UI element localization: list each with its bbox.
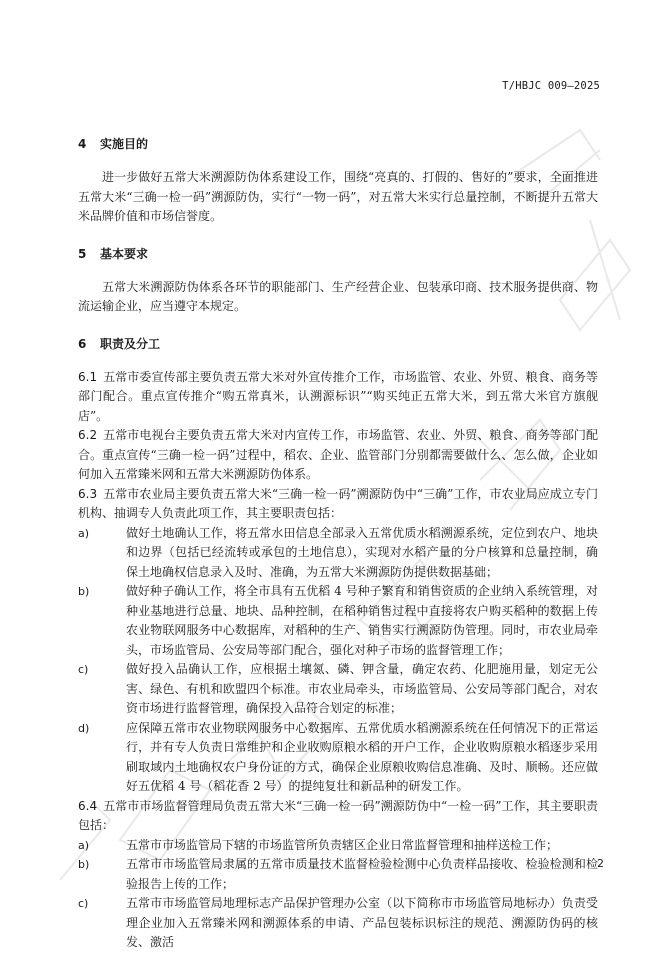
- clause-number: 6.2: [78, 428, 98, 442]
- list-item: [78, 836, 598, 856]
- list-item: [78, 582, 598, 660]
- list-item-text: 做好种子确认工作，将全市具有五优稻 4 号种子繁育和销售资质的企业纳入系统管理，对种业基地进行总量、地块、品种控制，在稻种销售过程中直接将农户购买稻种的数据上传农业物联网服务中心数据库，对稻种的生产、销售实行溯源防伪管理。同时，市农业局牵头，市场监管局、公安局等部门配合，强化对种子市场的监督管理工作；: [126, 584, 598, 657]
- clause-text: 五常市市场监督管理局负责五常大米“三确一检一码”溯源防伪中“一检一码”工作，其主要职责包括：: [78, 798, 598, 832]
- list-marker: a): [78, 526, 90, 540]
- section-6-heading: [78, 336, 598, 352]
- clause-6-3: [78, 485, 598, 524]
- list-marker: c): [78, 897, 89, 910]
- list-item: [78, 894, 598, 953]
- list-item-text: 做好土地确认工作，将五常水田信息全部录入五常优质水稻溯源系统，定位到农户、地块和边界（包括已经流转或承包的土地信息），实现对水稻产量的分户核算和总量控制，确保土地确权信息录入及时、准确，为五常大米溯源防伪提供数据基础；: [126, 525, 598, 579]
- list-item-text: 五常市市场监管局下辖的市场监管所负责辖区企业日常监督管理和抽样送检工作；: [126, 837, 559, 852]
- clause-text: 五常市农业局主要负责五常大米“三确一检一码”溯源防伪中“三确”工作，市农业局应成立专门机构、抽调专人负责此项工作，其主要职责包括：: [78, 486, 598, 520]
- list-marker: b): [78, 585, 90, 598]
- clause-number: 6.1: [78, 369, 98, 384]
- page-number: 2: [597, 857, 604, 870]
- clause-6-4: [78, 797, 598, 836]
- section-number: 6: [78, 336, 87, 351]
- section-5-heading: [78, 246, 598, 262]
- list-marker: b): [78, 858, 90, 871]
- clause-text: 五常市电视台主要负责五常大米对内宣传工作，市场监管、农业、外贸、粮食、商务等部门配合。重点宣传“三确一检一码”过程中，稻农、企业、监管部门分别都需要做什么、怎么做，企业如何加入五常臻米网和五常大米溯源防伪体系。: [78, 428, 598, 481]
- section-5-paragraph: 五常大米溯源防伪体系各环节的职能部门、生产经营企业、包装承印商、技术服务提供商、物流运输企业，应当遵守本规定。: [78, 279, 598, 313]
- list-marker: a): [78, 838, 90, 852]
- document-code: T/HBJC 009—2025: [502, 80, 600, 92]
- clause-text: 五常市委宣传部主要负责五常大米对外宣传推介工作，市场监管、农业、外贸、粮食、商务等部门配合。重点宣传推介“购五常真米，认溯源标识”“购买纯正五常大米，到五常大米官方旗舰店”。: [78, 369, 598, 423]
- list-item: [78, 719, 598, 797]
- clause-6-1: [78, 368, 598, 427]
- clause-number: 6.4: [78, 798, 98, 813]
- list-item-text: 五常市市场监管局地理标志产品保护管理办公室（以下简称市市场监管局地标办）负责受理企业加入五常臻米网和溯源体系的申请、产品包装标识标注的规范、溯源防伪码的核发、激活: [126, 896, 598, 949]
- section-title: 职责及分工: [100, 336, 161, 351]
- list-item: [78, 855, 598, 894]
- list-marker: c): [78, 663, 89, 676]
- section-number: 4: [78, 137, 87, 151]
- list-item-text: 五常市市场监管局隶属的五常市质量技术监督检验检测中心负责样品接收、检验检测和检验报告上传的工作；: [126, 857, 598, 891]
- clause-6-2: [78, 426, 598, 485]
- list-item-text: 应保障五常市农业物联网服务中心数据库、五常优质水稻溯源系统在任何情况下的正常运行，并有专人负责日常维护和企业收购原粮水稻的开户工作，企业收购原粮水稻逐步采用刷取域内土地确权农户身份证的方式，确保企业原粮收购信息准确、及时、顺畅。还应做好五优稻 4 号（稻花香 2 号）的提纯复壮和新品种的研发工作。: [126, 720, 598, 793]
- section-4-heading: [78, 136, 598, 152]
- document-body: [78, 136, 598, 953]
- clause-number: 6.3: [78, 486, 98, 501]
- section-number: 5: [78, 246, 87, 261]
- section-title: 基本要求: [100, 246, 149, 261]
- list-item-text: 做好投入品确认工作，应根据土壤氮、磷、钾含量，确定农药、化肥施用量，划定无公害、绿色、有机和欧盟四个标准。市农业局牵头，市场监管局、公安局等部门配合，对农资市场进行监督管理，确保投入品符合划定的标准；: [126, 662, 598, 715]
- list-item: [78, 524, 598, 583]
- list-item: [78, 660, 598, 719]
- section-title: 实施目的: [100, 137, 149, 151]
- list-marker: d): [78, 721, 90, 735]
- section-4-paragraph: 进一步做好五常大米溯源防伪体系建设工作，围绕“亮真的、打假的、售好的”要求，全面推进五常大米“三确一检一码”溯源防伪，实行“一物一码”，对五常大米实行总量控制，不断提升五常大米品牌价值和市场信誉度。: [78, 170, 598, 223]
